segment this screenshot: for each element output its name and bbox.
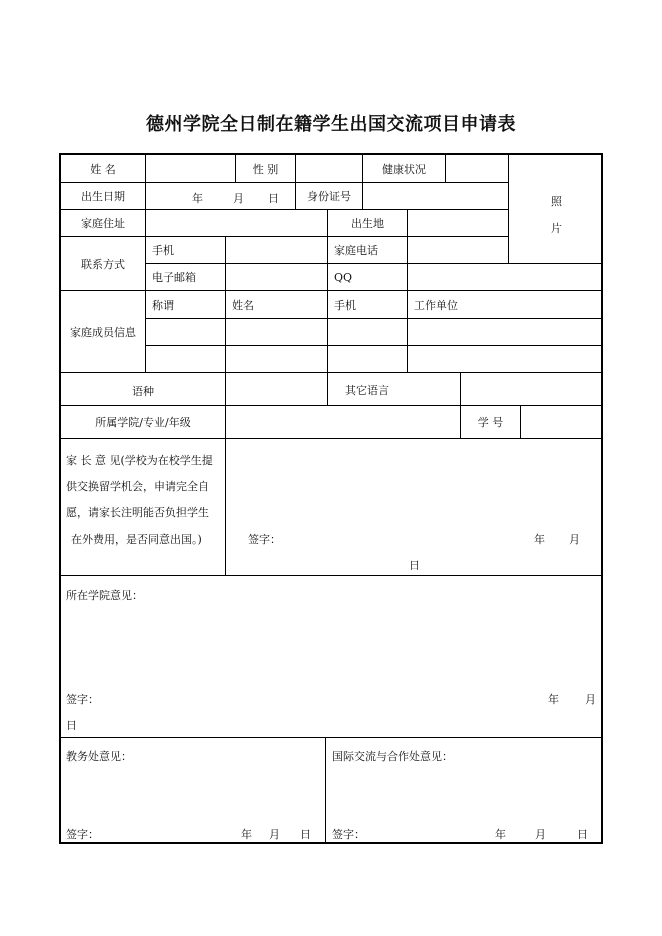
birthplace-label: 出生地 <box>327 209 408 237</box>
international-month-label: 月 <box>535 828 546 841</box>
form-title: 德州学院全日制在籍学生出国交流项目申请表 <box>146 114 516 135</box>
parent-day-label: 日 <box>409 559 420 572</box>
parent-sign-label: 签字： <box>248 533 281 546</box>
family-row2-relation[interactable] <box>145 345 226 373</box>
academic-affairs-opinion-box[interactable] <box>60 737 326 843</box>
birth-month-label: 月 <box>233 192 244 205</box>
parent-note-line-2: 供交换留学机会，申请完全自 <box>66 480 209 493</box>
academic-affairs-year-label: 年 <box>241 828 252 841</box>
name-field[interactable] <box>145 154 236 183</box>
mobile-field[interactable] <box>225 236 328 264</box>
photo-char-1: 照 <box>551 195 562 208</box>
college-year-label: 年 <box>548 693 559 706</box>
family-header-name: 姓名 <box>225 290 328 319</box>
college-major-grade-label: 所属学院/专业/年级 <box>60 405 226 439</box>
college-sign-label: 签字： <box>66 693 99 706</box>
health-field[interactable] <box>445 154 509 183</box>
email-label: 电子邮箱 <box>145 263 226 291</box>
birthdate-field[interactable] <box>145 182 296 210</box>
mobile-label: 手机 <box>145 236 226 264</box>
family-row2-name[interactable] <box>225 345 328 373</box>
student-id-field[interactable] <box>520 405 602 439</box>
international-office-label: 国际交流与合作处意见： <box>332 750 453 763</box>
address-label: 家庭住址 <box>60 209 146 237</box>
family-row1-name[interactable] <box>225 318 328 346</box>
family-label: 家庭成员信息 <box>60 290 146 373</box>
international-sign-label: 签字： <box>332 828 365 841</box>
parent-note-line-1: 家 长 意 见(学校为在校学生提 <box>66 454 213 467</box>
parent-note-line-3: 愿，请家长注明能否负担学生 <box>66 506 209 519</box>
address-field[interactable] <box>145 209 328 237</box>
gender-label: 性 别 <box>235 154 296 183</box>
parent-month-label: 月 <box>569 533 580 546</box>
family-row1-workplace[interactable] <box>407 318 602 346</box>
academic-affairs-label: 教务处意见： <box>66 750 132 763</box>
other-language-field[interactable] <box>460 372 602 406</box>
family-row2-mobile[interactable] <box>327 345 408 373</box>
student-id-label: 学 号 <box>460 405 521 439</box>
academic-affairs-day-label: 日 <box>300 828 311 841</box>
international-year-label: 年 <box>495 828 506 841</box>
college-opinion-label: 所在学院意见： <box>66 589 143 602</box>
international-day-label: 日 <box>577 828 588 841</box>
health-label: 健康状况 <box>362 154 446 183</box>
photo-char-2: 片 <box>551 222 562 235</box>
family-row1-mobile[interactable] <box>327 318 408 346</box>
family-header-relation: 称谓 <box>145 290 226 319</box>
academic-affairs-sign-label: 签字： <box>66 828 99 841</box>
college-day-label: 日 <box>66 719 77 732</box>
family-header-mobile: 手机 <box>327 290 408 319</box>
photo-box[interactable] <box>508 154 602 264</box>
gender-field[interactable] <box>295 154 363 183</box>
family-header-workplace: 工作单位 <box>407 290 602 319</box>
home-phone-field[interactable] <box>407 236 509 264</box>
birth-day-label: 日 <box>268 192 279 205</box>
college-major-grade-field[interactable] <box>225 405 461 439</box>
qq-field[interactable] <box>407 263 602 291</box>
home-phone-label: 家庭电话 <box>327 236 408 264</box>
international-office-opinion-box[interactable] <box>325 737 602 843</box>
college-opinion-box[interactable] <box>60 575 602 738</box>
contact-label: 联系方式 <box>60 236 146 291</box>
parent-note-line-4: 在外费用，是否同意出国。) <box>71 533 202 546</box>
college-month-label: 月 <box>585 693 596 706</box>
birthplace-field[interactable] <box>407 209 509 237</box>
birth-year-label: 年 <box>192 192 203 205</box>
academic-affairs-month-label: 月 <box>269 828 280 841</box>
other-language-label: 其它语言 <box>327 372 461 406</box>
name-label: 姓 名 <box>60 154 146 183</box>
parent-year-label: 年 <box>534 533 545 546</box>
birthdate-label: 出生日期 <box>60 182 146 210</box>
parent-opinion-label <box>60 438 226 576</box>
family-row2-workplace[interactable] <box>407 345 602 373</box>
qq-label: QQ <box>327 263 408 291</box>
family-row1-relation[interactable] <box>145 318 226 346</box>
id-number-field[interactable] <box>362 182 509 210</box>
email-field[interactable] <box>225 263 328 291</box>
id-number-label: 身份证号 <box>295 182 363 210</box>
language-label: 语种 <box>60 372 226 406</box>
language-field[interactable] <box>225 372 328 406</box>
parent-opinion-field[interactable] <box>225 438 602 576</box>
